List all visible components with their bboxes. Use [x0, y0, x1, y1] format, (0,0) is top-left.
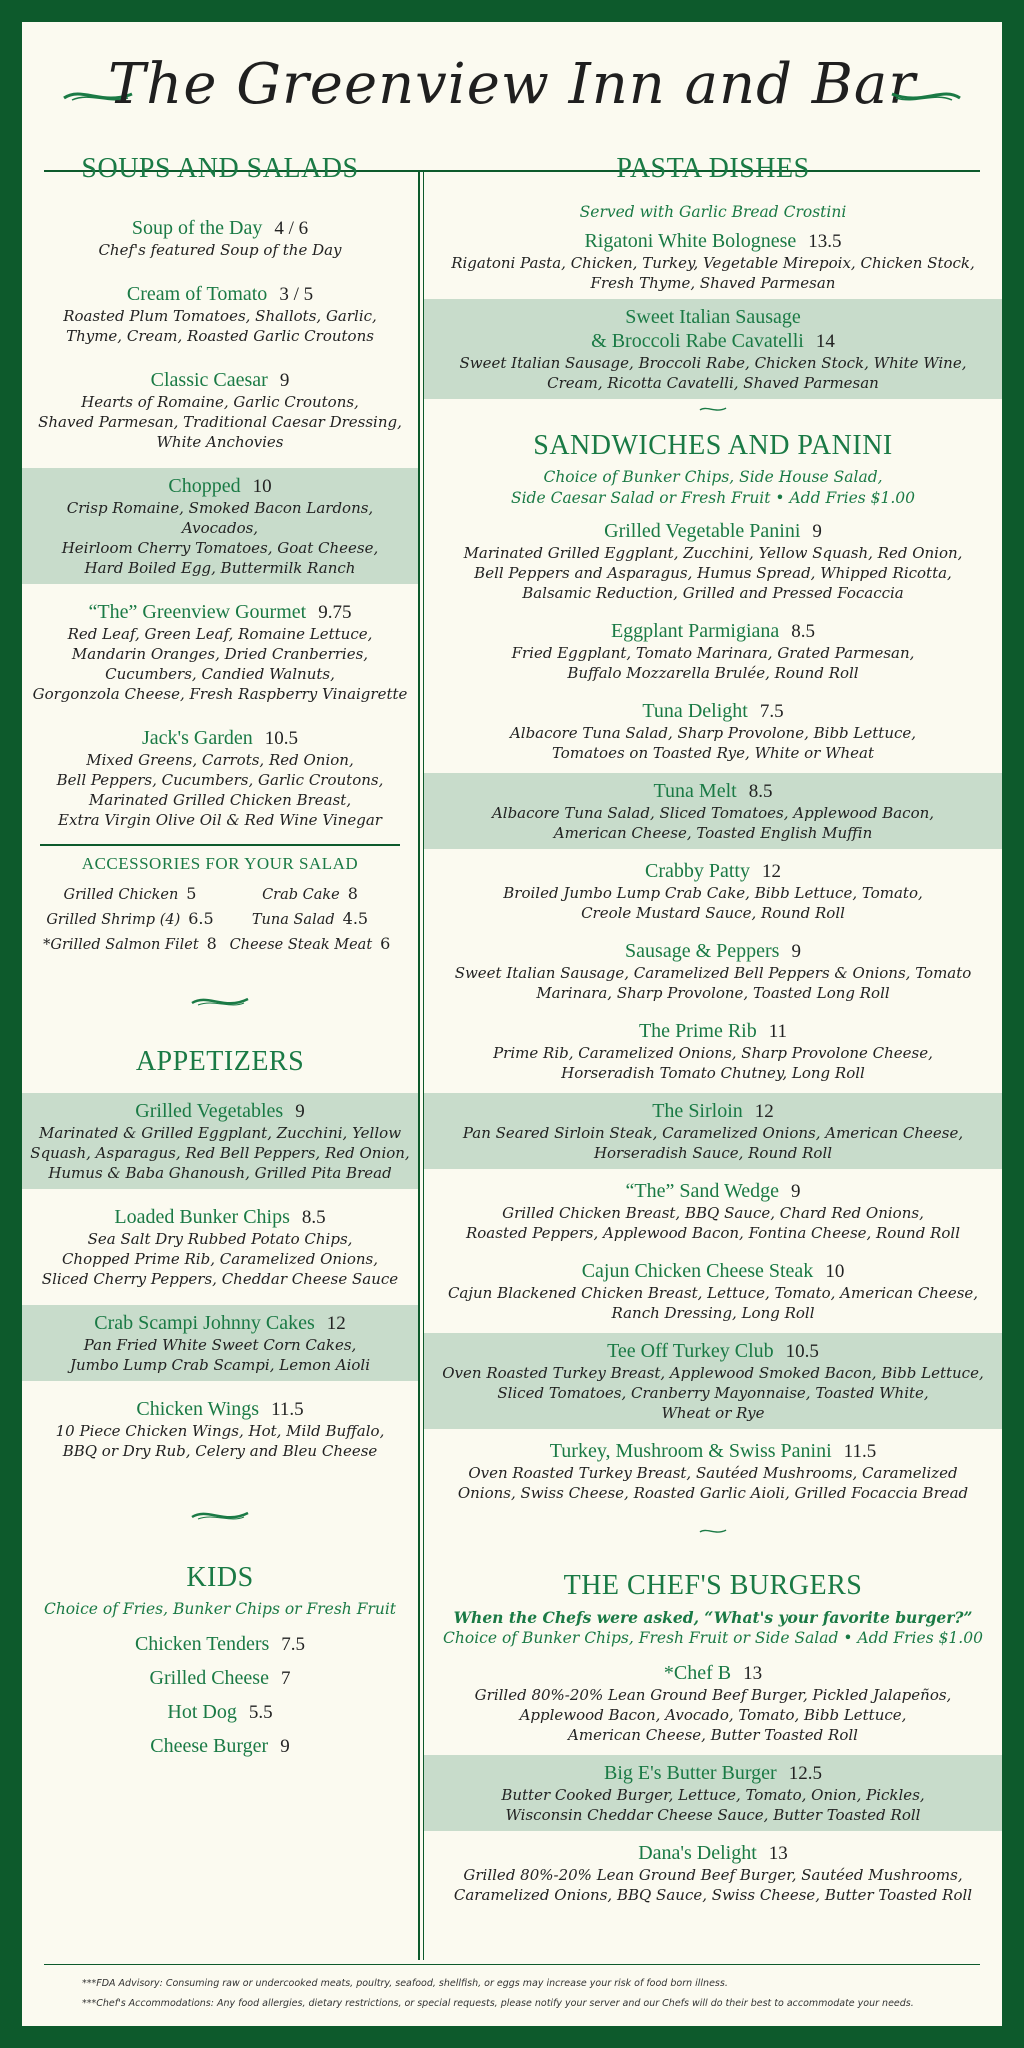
- kids-item: [22, 1666, 418, 1690]
- menu-item-name: The Sirloin: [652, 1100, 743, 1122]
- pasta-note: Served with Garlic Bread Crostini: [579, 203, 847, 221]
- menu-item-name: Rigatoni White Bolognese: [584, 230, 797, 252]
- menu-item-header: [30, 282, 410, 306]
- sandwiches-list: [424, 513, 1002, 1509]
- menu-item-price: 12: [326, 1313, 346, 1334]
- pasta-heading: PASTA DISHES: [616, 153, 810, 184]
- menu-item: [424, 613, 1002, 689]
- menu-item: [424, 513, 1002, 609]
- menu-item-header: [30, 474, 410, 498]
- menu-item-description: Broiled Jumbo Lump Crab Cake, Bibb Lettuce, Tomato,: [503, 884, 923, 902]
- ornament-icon: [424, 1509, 1002, 1549]
- menu-item: [424, 223, 1002, 299]
- menu-item-description: Sliced Tomatoes, Cranberry Mayonnaise, Toasted White,: [497, 1384, 929, 1402]
- menu-item-price: 11: [768, 1021, 788, 1042]
- accessory-name: Cheese Steak Meat: [229, 937, 373, 953]
- menu-item: [424, 1253, 1002, 1329]
- menu-item-price: 10: [252, 476, 272, 497]
- menu-item: [22, 276, 418, 352]
- accessory-price: 8: [206, 934, 217, 953]
- menu-item-header: [30, 368, 410, 392]
- menu-item-description: Grilled 80%-20% Lean Ground Beef Burger, Sautéed Mushrooms,: [463, 1866, 963, 1884]
- kids-item-name: Chicken Tenders: [134, 1633, 270, 1655]
- menu-item-header: [432, 859, 994, 883]
- menu-item-description: Buffalo Mozzarella Brulée, Round Roll: [567, 664, 859, 682]
- menu-item: [424, 1835, 1002, 1911]
- menu-item-description: Marinated & Grilled Eggplant, Zucchini, Yellow: [38, 1124, 402, 1142]
- menu-item-description: Butter Cooked Burger, Lettuce, Tomato, Onion, Pickles,: [501, 1786, 925, 1804]
- menu-item-name: Chicken Wings: [136, 1398, 260, 1420]
- soups-heading: SOUPS AND SALADS: [81, 153, 359, 184]
- menu-item-name: Classic Caesar: [150, 369, 268, 391]
- accessory-price: 6: [380, 934, 391, 953]
- menu-item-header: [432, 1439, 994, 1463]
- menu-item-description: Creole Mustard Sauce, Round Roll: [581, 904, 845, 922]
- appetizers-list: [22, 1093, 418, 1467]
- menu-item-description: Mandarin Oranges, Dried Cranberries,: [71, 645, 369, 663]
- kids-item-name: Grilled Cheese: [149, 1667, 269, 1689]
- menu-item-name: Grilled Vegetable Panini: [604, 520, 801, 542]
- menu-item: [22, 1391, 418, 1467]
- menu-item-header: [30, 1099, 410, 1123]
- menu-item-description: White Anchovies: [156, 433, 284, 451]
- menu-item-header: [30, 1311, 410, 1335]
- accessory-name: Grilled Chicken: [63, 887, 179, 903]
- menu-page: [22, 22, 1002, 2026]
- menu-item-header: [30, 1205, 410, 1229]
- menu-item-price: 10.5: [785, 1341, 819, 1362]
- menu-item-name: Turkey, Mushroom & Swiss Panini: [549, 1440, 832, 1462]
- menu-item-description: Shaved Parmesan, Traditional Caesar Dressing,: [38, 413, 402, 431]
- ornament-icon: [22, 1497, 418, 1533]
- menu-item-name: “The” Greenview Gourmet: [88, 601, 307, 623]
- menu-item-header: [432, 1661, 994, 1685]
- menu-item: [22, 720, 418, 836]
- menu-item-description: Albacore Tuna Salad, Sharp Provolone, Bibb Lettuce,: [509, 724, 917, 742]
- kids-note: Choice of Fries, Bunker Chips or Fresh Fruit: [43, 1600, 397, 1618]
- menu-item-description: Mixed Greens, Carrots, Red Onion,: [86, 751, 354, 769]
- menu-item-description: Tomatoes on Toasted Rye, White or Wheat: [551, 744, 875, 762]
- menu-item: [424, 299, 1002, 399]
- menu-item-name-line2: & Broccoli Rabe Cavatelli: [591, 330, 804, 352]
- accessory-price: 5: [186, 884, 197, 903]
- kids-item-price: 7: [280, 1668, 291, 1689]
- menu-item-description: Horseradish Tomato Chutney, Long Roll: [561, 1064, 865, 1082]
- menu-item-description: Albacore Tuna Salad, Sliced Tomatoes, Applewood Bacon,: [491, 804, 935, 822]
- menu-item-description: Crisp Romaine, Smoked Bacon Lardons, Avocados,: [66, 499, 374, 537]
- accessory-item: [220, 909, 400, 928]
- menu-item-description: BBQ or Dry Rub, Celery and Bleu Cheese: [62, 1442, 378, 1460]
- menu-item-description: Fresh Thyme, Shaved Parmesan: [590, 274, 836, 292]
- menu-item: [22, 594, 418, 710]
- menu-item-name: Sweet Italian Sausage: [625, 306, 801, 328]
- menu-item-price: 9.75: [318, 602, 352, 623]
- burgers-note: Choice of Bunker Chips, Fresh Fruit or Side Salad • Add Fries $1.00: [443, 1629, 983, 1647]
- kids-heading: KIDS: [186, 1562, 254, 1593]
- menu-item-name: Grilled Vegetables: [135, 1100, 284, 1122]
- menu-item-price: 9: [812, 521, 822, 542]
- kids-item: [22, 1700, 418, 1724]
- menu-item: [22, 1093, 418, 1189]
- menu-item-name: Big E's Butter Burger: [604, 1762, 777, 1784]
- menu-item-description: 10 Piece Chicken Wings, Hot, Mild Buffalo,: [55, 1422, 385, 1440]
- menu-item-header: [432, 1099, 994, 1123]
- menu-item: [22, 1199, 418, 1295]
- menu-item: [22, 210, 418, 266]
- menu-item-description: Cream, Ricotta Cavatelli, Shaved Parmesan: [547, 374, 879, 392]
- menu-item-header: [432, 305, 994, 353]
- menu-item-description: Cajun Blackened Chicken Breast, Lettuce, Tomato, American Cheese,: [447, 1284, 979, 1302]
- menu-item-price: 8.5: [791, 621, 816, 642]
- menu-item-price: 12.5: [788, 1763, 822, 1784]
- burgers-note-bold: When the Chefs were asked, “What's your favorite burger?”: [453, 1608, 973, 1627]
- menu-item-description: Applewood Bacon, Avocado, Tomato, Bibb Lettuce,: [519, 1706, 907, 1724]
- menu-item-description: Grilled 80%-20% Lean Ground Beef Burger, Pickled Jalapeños,: [474, 1686, 952, 1704]
- menu-item-description: Marinated Grilled Chicken Breast,: [88, 791, 352, 809]
- accessories-grid: [22, 874, 418, 953]
- menu-item-name: The Prime Rib: [638, 1020, 757, 1042]
- menu-item-description: Onions, Swiss Cheese, Roasted Garlic Aioli, Grilled Focaccia Bread: [457, 1484, 969, 1502]
- right-column: [424, 148, 1002, 1911]
- title-swirl-right-icon: [890, 84, 962, 106]
- sandwiches-heading: SANDWICHES AND PANINI: [533, 430, 893, 461]
- menu-item-description: Marinated Grilled Eggplant, Zucchini, Yellow Squash, Red Onion,: [463, 544, 963, 562]
- menu-item-name: Eggplant Parmigiana: [610, 620, 780, 642]
- menu-item-price: 11.5: [843, 1441, 877, 1462]
- menu-item-description: Bell Peppers, Cucumbers, Garlic Croutons,: [56, 771, 384, 789]
- kids-item-price: 7.5: [281, 1634, 306, 1655]
- menu-item-header: [432, 619, 994, 643]
- menu-item: [424, 1755, 1002, 1831]
- menu-item-description: Oven Roasted Turkey Breast, Sautéed Mushrooms, Caramelized: [468, 1464, 958, 1482]
- menu-item-description: Grilled Chicken Breast, BBQ Sauce, Chard Red Onions,: [502, 1204, 924, 1222]
- accessory-name: Crab Cake: [262, 887, 340, 903]
- burgers-list: [424, 1655, 1002, 1911]
- accessories-rule: [40, 844, 400, 846]
- chef-accommodations: ***Chef's Accommodations: Any food allergies, dietary restrictions, or special requests, please notify your server and our Chefs will do their best to accommodate your needs.: [82, 1998, 914, 2009]
- menu-item-description: Roasted Plum Tomatoes, Shallots, Garlic,: [63, 307, 377, 325]
- menu-item-header: [432, 1761, 994, 1785]
- menu-item-name: Crab Scampi Johnny Cakes: [94, 1312, 315, 1334]
- accessory-name: *Grilled Salmon Filet: [43, 937, 199, 953]
- menu-item-description: Hearts of Romaine, Garlic Croutons,: [81, 393, 359, 411]
- menu-item-name: Soup of the Day: [131, 217, 263, 239]
- kids-item-name: Cheese Burger: [150, 1735, 269, 1757]
- menu-item-price: 8.5: [748, 781, 773, 802]
- menu-item-name: Cream of Tomato: [126, 283, 268, 305]
- menu-item: [424, 693, 1002, 769]
- menu-item-header: [432, 519, 994, 543]
- footer-rule: [44, 1964, 980, 1965]
- menu-item-description: Ranch Dressing, Long Roll: [611, 1304, 815, 1322]
- accessory-item: [40, 934, 220, 953]
- menu-item-price: 3 / 5: [279, 284, 314, 305]
- kids-list: [22, 1632, 418, 1758]
- soups-list: [22, 210, 418, 836]
- menu-item: [424, 1655, 1002, 1751]
- accessory-item: [220, 934, 400, 953]
- kids-item: [22, 1734, 418, 1758]
- menu-item-header: [432, 1339, 994, 1363]
- kids-item-price: 9: [280, 1736, 290, 1757]
- menu-item-description: Sliced Cherry Peppers, Cheddar Cheese Sauce: [41, 1270, 399, 1288]
- menu-item-header: [432, 229, 994, 253]
- menu-item-description: Sea Salt Dry Rubbed Potato Chips,: [87, 1230, 353, 1248]
- menu-item-price: 9: [295, 1101, 305, 1122]
- menu-item: [22, 468, 418, 584]
- fda-advisory: ***FDA Advisory: Consuming raw or undercooked meats, poultry, seafood, shellfish, or eggs may increase your risk of food born illness.: [82, 1978, 728, 1989]
- menu-item-price: 13.5: [808, 231, 842, 252]
- menu-item-description: Jumbo Lump Crab Scampi, Lemon Aioli: [69, 1356, 371, 1374]
- menu-item-description: Oven Roasted Turkey Breast, Applewood Smoked Bacon, Bibb Lettuce,: [442, 1364, 984, 1382]
- menu-item-price: 14: [815, 331, 835, 352]
- menu-item-price: 12: [762, 861, 781, 882]
- kids-item: [22, 1632, 418, 1656]
- accessory-item: [40, 884, 220, 903]
- menu-item-price: 13: [743, 1663, 763, 1684]
- menu-item-name: Tuna Melt: [653, 780, 737, 802]
- menu-item-description: Heirloom Cherry Tomatoes, Goat Cheese,: [61, 539, 379, 557]
- menu-item-description: Prime Rib, Caramelized Onions, Sharp Provolone Cheese,: [493, 1044, 933, 1062]
- left-column: [22, 148, 418, 1768]
- accessory-name: Tuna Salad: [251, 912, 335, 928]
- restaurant-title: The Greenview Inn and Bar: [107, 52, 917, 117]
- menu-item-name: Crabby Patty: [645, 860, 750, 882]
- menu-item-description: Bell Peppers and Asparagus, Humus Spread, Whipped Ricotta,: [474, 564, 952, 582]
- menu-item-description: Cucumbers, Candied Walnuts,: [105, 665, 335, 683]
- column-divider: [418, 170, 420, 1960]
- pasta-list: [424, 223, 1002, 399]
- menu-item-description: Balsamic Reduction, Grilled and Pressed Focaccia: [522, 584, 904, 602]
- menu-item: [424, 1093, 1002, 1169]
- menu-item-name: Dana's Delight: [638, 1842, 757, 1864]
- menu-item: [424, 1333, 1002, 1429]
- menu-item-description: American Cheese, Toasted English Muffin: [553, 824, 873, 842]
- menu-item: [424, 853, 1002, 929]
- accessory-name: Grilled Shrimp (4): [46, 912, 181, 928]
- menu-item-description: Chef's featured Soup of the Day: [98, 241, 342, 259]
- menu-item-description: Marinara, Sharp Provolone, Toasted Long Roll: [536, 984, 890, 1002]
- menu-item-name: Chopped: [168, 475, 241, 497]
- menu-item-name: Cajun Chicken Cheese Steak: [581, 1260, 814, 1282]
- menu-item-description: Extra Virgin Olive Oil & Red Wine Vinegar: [58, 811, 382, 829]
- menu-item-price: 4 / 6: [274, 218, 309, 239]
- menu-item-price: 10: [825, 1261, 845, 1282]
- menu-item-description: Wisconsin Cheddar Cheese Sauce, Butter Toasted Roll: [505, 1806, 921, 1824]
- menu-item-description: Horseradish Sauce, Round Roll: [593, 1144, 833, 1162]
- menu-item: [424, 1433, 1002, 1509]
- menu-item-description: Caramelized Onions, BBQ Sauce, Swiss Cheese, Butter Toasted Roll: [453, 1886, 973, 1904]
- ornament-icon: [22, 983, 418, 1019]
- accessory-item: [220, 884, 400, 903]
- menu-item-price: 9: [279, 370, 290, 391]
- menu-item-description: Chopped Prime Rib, Caramelized Onions,: [61, 1250, 379, 1268]
- menu-item: [424, 1013, 1002, 1089]
- menu-item: [22, 1305, 418, 1381]
- menu-item-header: [30, 1397, 410, 1421]
- kids-item-price: 5.5: [248, 1702, 273, 1723]
- menu-item-header: [432, 1019, 994, 1043]
- menu-item-price: 11.5: [271, 1399, 304, 1420]
- ornament-icon: [424, 399, 1002, 423]
- menu-item-description: Sweet Italian Sausage, Caramelized Bell Peppers & Onions, Tomato: [454, 964, 972, 982]
- menu-item-description: Gorgonzola Cheese, Fresh Raspberry Vinaigrette: [32, 685, 408, 703]
- kids-item-name: Hot Dog: [167, 1701, 237, 1723]
- menu-item-name: “The” Sand Wedge: [625, 1180, 779, 1202]
- menu-item-price: 12: [754, 1101, 774, 1122]
- sandwiches-note-2: Side Caesar Salad or Fresh Fruit • Add Fries $1.00: [510, 489, 916, 507]
- menu-item-header: [432, 699, 994, 723]
- menu-item-header: [432, 1259, 994, 1283]
- menu-item-description: Pan Fried White Sweet Corn Cakes,: [83, 1336, 357, 1354]
- menu-item-price: 10.5: [264, 728, 299, 749]
- menu-item-description: Pan Seared Sirloin Steak, Caramelized Onions, American Cheese,: [462, 1124, 964, 1142]
- menu-item-description: American Cheese, Butter Toasted Roll: [568, 1726, 858, 1744]
- menu-item-name: Sausage & Peppers: [625, 940, 780, 962]
- menu-item-header: [432, 1841, 994, 1865]
- menu-item-description: Sweet Italian Sausage, Broccoli Rabe, Chicken Stock, White Wine,: [459, 354, 967, 372]
- menu-item-header: [432, 779, 994, 803]
- appetizers-heading: APPETIZERS: [135, 1046, 305, 1077]
- menu-item: [424, 773, 1002, 849]
- menu-item: [424, 933, 1002, 1009]
- menu-item-name: Tuna Delight: [642, 700, 748, 722]
- menu-item-header: [30, 726, 410, 750]
- menu-item-price: 13: [768, 1843, 788, 1864]
- accessory-price: 8: [347, 884, 358, 903]
- menu-item: [22, 362, 418, 458]
- menu-item-price: 9: [791, 1181, 801, 1202]
- menu-item-description: Squash, Asparagus, Red Bell Peppers, Red Onion,: [30, 1144, 410, 1162]
- menu-item-name: Tee Off Turkey Club: [607, 1340, 774, 1362]
- menu-item-description: Thyme, Cream, Roasted Garlic Croutons: [66, 327, 374, 345]
- menu-item-name: *Chef B: [663, 1662, 732, 1684]
- menu-item-header: [30, 216, 410, 240]
- menu-item-header: [30, 600, 410, 624]
- menu-item-name: Jack's Garden: [141, 727, 253, 749]
- menu-item-description: Humus & Baba Ghanoush, Grilled Pita Bread: [48, 1164, 392, 1182]
- accessory-price: 4.5: [342, 909, 369, 928]
- menu-item-description: Roasted Peppers, Applewood Bacon, Fontina Cheese, Round Roll: [465, 1224, 960, 1242]
- accessories-heading: ACCESSORIES FOR YOUR SALAD: [81, 854, 359, 873]
- accessory-price: 6.5: [188, 909, 214, 928]
- menu-item-description: Rigatoni Pasta, Chicken, Turkey, Vegetable Mirepoix, Chicken Stock,: [451, 254, 975, 272]
- sandwiches-note-1: Choice of Bunker Chips, Side House Salad,: [543, 468, 883, 486]
- menu-item-header: [432, 1179, 994, 1203]
- menu-item-price: 9: [791, 941, 801, 962]
- menu-item: [424, 1173, 1002, 1249]
- menu-item-name: Loaded Bunker Chips: [114, 1206, 290, 1228]
- menu-item-description: Red Leaf, Green Leaf, Romaine Lettuce,: [67, 625, 373, 643]
- accessory-item: [40, 909, 220, 928]
- menu-item-header: [432, 939, 994, 963]
- menu-item-price: 8.5: [301, 1207, 326, 1228]
- burgers-heading: THE CHEF'S BURGERS: [563, 1570, 863, 1601]
- menu-item-description: Wheat or Rye: [661, 1404, 765, 1422]
- menu-item-description: Hard Boiled Egg, Buttermilk Ranch: [84, 559, 356, 577]
- menu-item-price: 7.5: [759, 701, 784, 722]
- menu-item-description: Fried Eggplant, Tomato Marinara, Grated Parmesan,: [511, 644, 915, 662]
